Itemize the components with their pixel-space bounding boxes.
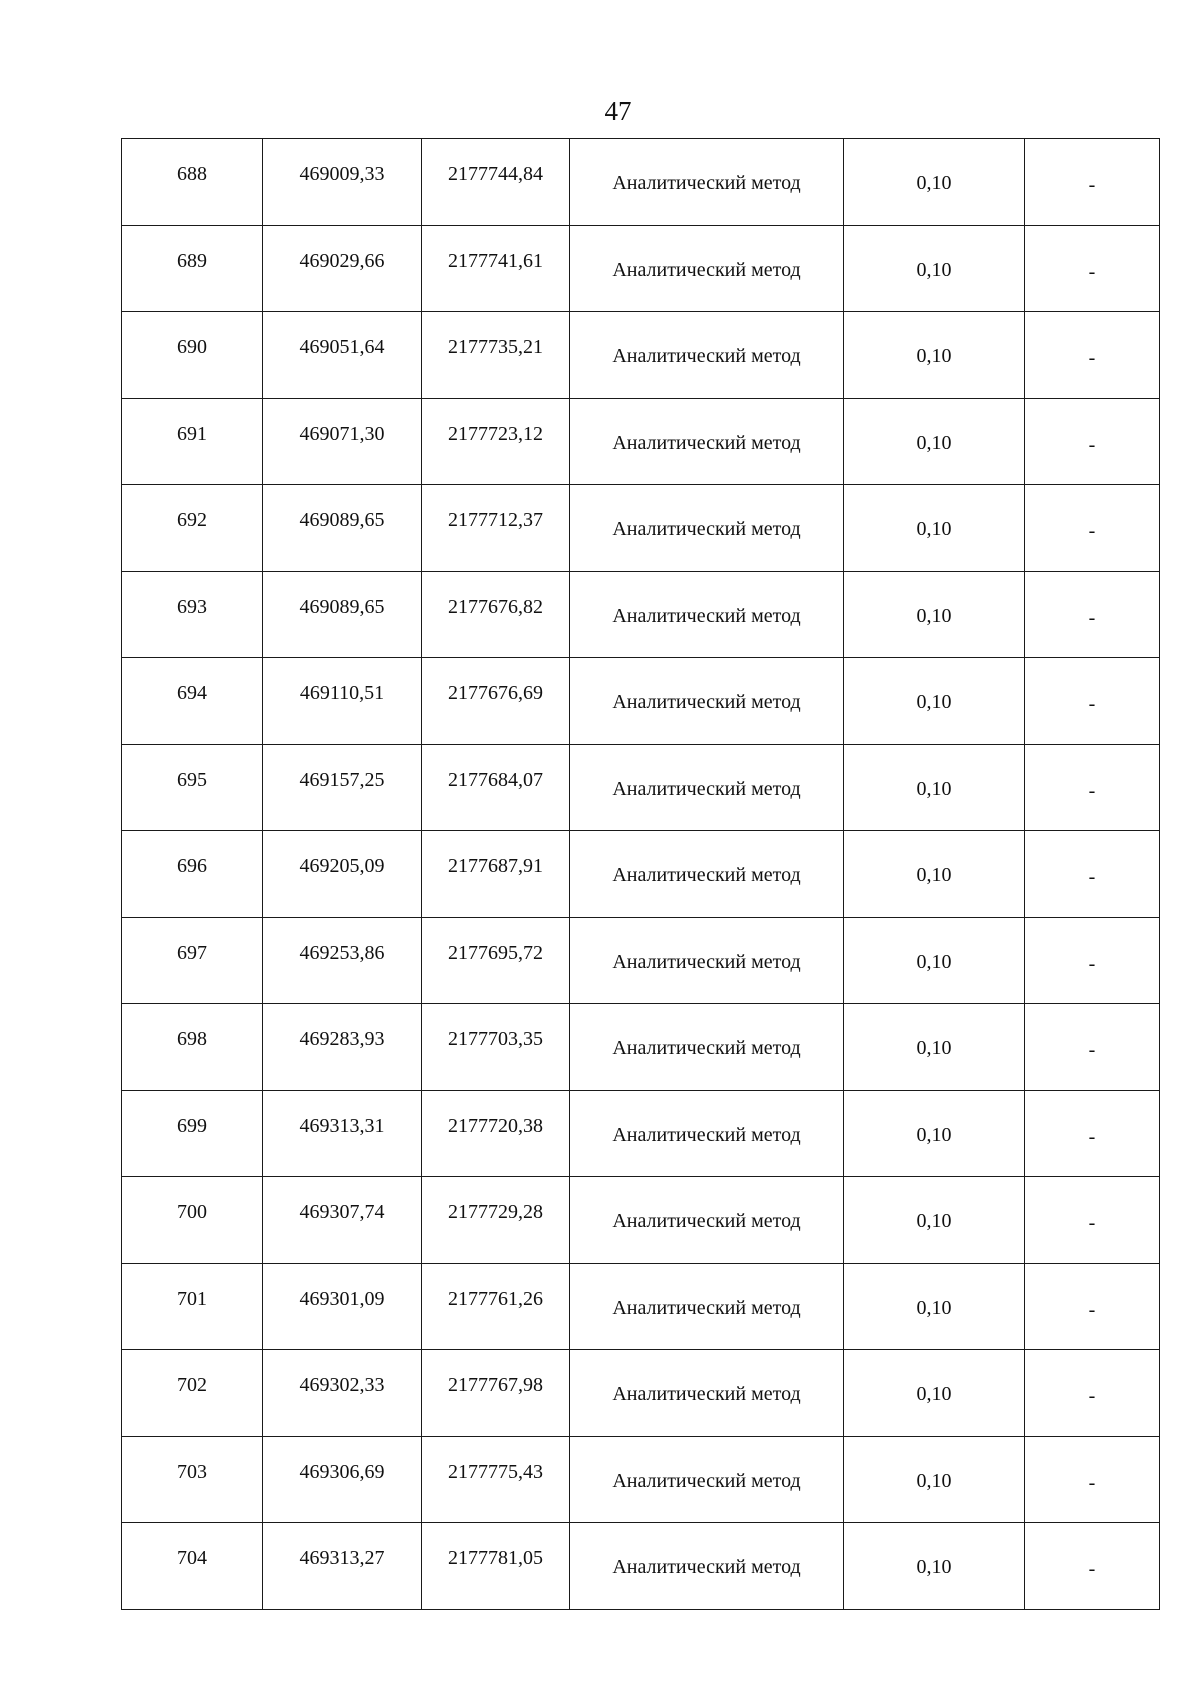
accuracy-cell-text: 0,10 xyxy=(916,604,952,627)
accuracy-cell xyxy=(844,831,1025,918)
y-coordinate-cell-text: 2177761,26 xyxy=(448,1287,543,1310)
extra-cell xyxy=(1025,917,1160,1004)
point-number-cell xyxy=(122,398,263,485)
extra-cell xyxy=(1025,1523,1160,1610)
point-number-cell xyxy=(122,1177,263,1264)
accuracy-cell xyxy=(844,658,1025,745)
table-row xyxy=(122,1004,1160,1091)
y-coordinate-cell xyxy=(422,485,570,572)
method-cell-text: Аналитический метод xyxy=(612,258,801,281)
method-cell xyxy=(570,1523,844,1610)
y-coordinate-cell-text: 2177744,84 xyxy=(448,163,543,186)
y-coordinate-cell xyxy=(422,744,570,831)
accuracy-cell xyxy=(844,139,1025,226)
y-coordinate-cell xyxy=(422,1523,570,1610)
method-cell xyxy=(570,831,844,918)
y-coordinate-cell-text: 2177741,61 xyxy=(448,249,543,272)
point-number-cell-text: 694 xyxy=(177,682,207,705)
y-coordinate-cell-text: 2177703,35 xyxy=(448,1028,543,1051)
y-coordinate-cell-text: 2177723,12 xyxy=(448,422,543,445)
point-number-cell-text: 695 xyxy=(177,768,207,791)
page-number: 47 xyxy=(604,96,632,126)
extra-cell xyxy=(1025,1350,1160,1437)
accuracy-cell-text: 0,10 xyxy=(916,172,952,195)
table-row xyxy=(122,917,1160,1004)
x-coordinate-cell xyxy=(263,1004,422,1091)
accuracy-cell xyxy=(844,312,1025,399)
accuracy-cell-text: 0,10 xyxy=(916,518,952,541)
method-cell xyxy=(570,225,844,312)
accuracy-cell xyxy=(844,485,1025,572)
method-cell xyxy=(570,1177,844,1264)
accuracy-cell xyxy=(844,1523,1025,1610)
accuracy-cell xyxy=(844,571,1025,658)
extra-cell-text: - xyxy=(1088,952,1096,975)
extra-cell xyxy=(1025,1090,1160,1177)
method-cell-text: Аналитический метод xyxy=(612,1123,801,1146)
method-cell-text: Аналитический метод xyxy=(612,172,801,195)
method-cell-text: Аналитический метод xyxy=(612,431,801,454)
point-number-cell xyxy=(122,658,263,745)
method-cell xyxy=(570,312,844,399)
table-row xyxy=(122,571,1160,658)
coordinates-table xyxy=(121,138,1160,1610)
extra-cell-text: - xyxy=(1088,1471,1096,1494)
table-row xyxy=(122,831,1160,918)
point-number-cell xyxy=(122,917,263,1004)
x-coordinate-cell-text: 469157,25 xyxy=(299,768,385,791)
y-coordinate-cell-text: 2177676,69 xyxy=(448,682,543,705)
y-coordinate-cell-text: 2177695,72 xyxy=(448,941,543,964)
method-cell-text: Аналитический метод xyxy=(612,1469,801,1492)
accuracy-cell xyxy=(844,1090,1025,1177)
y-coordinate-cell xyxy=(422,831,570,918)
x-coordinate-cell-text: 469253,86 xyxy=(299,941,385,964)
point-number-cell-text: 701 xyxy=(177,1287,207,1310)
method-cell-text: Аналитический метод xyxy=(612,604,801,627)
x-coordinate-cell xyxy=(263,1090,422,1177)
extra-cell-text: - xyxy=(1088,520,1096,543)
y-coordinate-cell-text: 2177767,98 xyxy=(448,1374,543,1397)
extra-cell-text: - xyxy=(1088,1125,1096,1148)
x-coordinate-cell xyxy=(263,831,422,918)
table-row xyxy=(122,312,1160,399)
accuracy-cell-text: 0,10 xyxy=(916,1556,952,1579)
accuracy-cell xyxy=(844,1263,1025,1350)
method-cell-text: Аналитический метод xyxy=(612,691,801,714)
x-coordinate-cell-text: 469306,69 xyxy=(299,1460,385,1483)
method-cell-text: Аналитический метод xyxy=(612,345,801,368)
extra-cell xyxy=(1025,1263,1160,1350)
x-coordinate-cell xyxy=(263,658,422,745)
y-coordinate-cell xyxy=(422,1177,570,1264)
y-coordinate-cell xyxy=(422,1436,570,1523)
method-cell xyxy=(570,917,844,1004)
point-number-cell-text: 696 xyxy=(177,855,207,878)
y-coordinate-cell-text: 2177775,43 xyxy=(448,1460,543,1483)
extra-cell-text: - xyxy=(1088,606,1096,629)
y-coordinate-cell-text: 2177676,82 xyxy=(448,595,543,618)
x-coordinate-cell-text: 469089,65 xyxy=(299,509,385,532)
y-coordinate-cell-text: 2177687,91 xyxy=(448,855,543,878)
x-coordinate-cell xyxy=(263,1350,422,1437)
extra-cell xyxy=(1025,744,1160,831)
x-coordinate-cell-text: 469029,66 xyxy=(299,249,385,272)
method-cell xyxy=(570,1263,844,1350)
extra-cell-text: - xyxy=(1088,1039,1096,1062)
method-cell-text: Аналитический метод xyxy=(612,1210,801,1233)
point-number-cell xyxy=(122,831,263,918)
x-coordinate-cell xyxy=(263,225,422,312)
y-coordinate-cell xyxy=(422,1263,570,1350)
x-coordinate-cell xyxy=(263,1263,422,1350)
accuracy-cell-text: 0,10 xyxy=(916,864,952,887)
point-number-cell-text: 700 xyxy=(177,1201,207,1224)
accuracy-cell-text: 0,10 xyxy=(916,431,952,454)
point-number-cell xyxy=(122,485,263,572)
extra-cell-text: - xyxy=(1088,693,1096,716)
extra-cell-text: - xyxy=(1088,1212,1096,1235)
table-row xyxy=(122,225,1160,312)
accuracy-cell xyxy=(844,1004,1025,1091)
x-coordinate-cell xyxy=(263,1177,422,1264)
y-coordinate-cell xyxy=(422,1004,570,1091)
x-coordinate-cell-text: 469009,33 xyxy=(299,163,385,186)
x-coordinate-cell-text: 469301,09 xyxy=(299,1287,385,1310)
accuracy-cell-text: 0,10 xyxy=(916,345,952,368)
method-cell-text: Аналитический метод xyxy=(612,1383,801,1406)
x-coordinate-cell xyxy=(263,312,422,399)
point-number-cell-text: 702 xyxy=(177,1374,207,1397)
extra-cell-text: - xyxy=(1088,1558,1096,1581)
point-number-cell xyxy=(122,225,263,312)
method-cell xyxy=(570,1436,844,1523)
point-number-cell-text: 691 xyxy=(177,422,207,445)
point-number-cell xyxy=(122,1263,263,1350)
point-number-cell-text: 704 xyxy=(177,1547,207,1570)
x-coordinate-cell xyxy=(263,1523,422,1610)
point-number-cell xyxy=(122,1004,263,1091)
x-coordinate-cell-text: 469307,74 xyxy=(299,1201,385,1224)
accuracy-cell-text: 0,10 xyxy=(916,950,952,973)
point-number-cell xyxy=(122,139,263,226)
extra-cell-text: - xyxy=(1088,174,1096,197)
x-coordinate-cell xyxy=(263,485,422,572)
accuracy-cell-text: 0,10 xyxy=(916,691,952,714)
table-row xyxy=(122,398,1160,485)
extra-cell-text: - xyxy=(1088,1385,1096,1408)
method-cell xyxy=(570,658,844,745)
x-coordinate-cell xyxy=(263,917,422,1004)
extra-cell xyxy=(1025,485,1160,572)
x-coordinate-cell xyxy=(263,744,422,831)
method-cell xyxy=(570,1090,844,1177)
y-coordinate-cell xyxy=(422,312,570,399)
method-cell xyxy=(570,485,844,572)
table-row xyxy=(122,658,1160,745)
accuracy-cell-text: 0,10 xyxy=(916,1383,952,1406)
x-coordinate-cell-text: 469302,33 xyxy=(299,1374,385,1397)
y-coordinate-cell-text: 2177781,05 xyxy=(448,1547,543,1570)
point-number-cell xyxy=(122,571,263,658)
method-cell-text: Аналитический метод xyxy=(612,864,801,887)
y-coordinate-cell xyxy=(422,1350,570,1437)
method-cell xyxy=(570,1004,844,1091)
accuracy-cell xyxy=(844,917,1025,1004)
table-row xyxy=(122,1436,1160,1523)
extra-cell-text: - xyxy=(1088,779,1096,802)
extra-cell-text: - xyxy=(1088,866,1096,889)
extra-cell xyxy=(1025,398,1160,485)
method-cell-text: Аналитический метод xyxy=(612,1037,801,1060)
method-cell xyxy=(570,139,844,226)
extra-cell xyxy=(1025,312,1160,399)
method-cell xyxy=(570,571,844,658)
method-cell-text: Аналитический метод xyxy=(612,518,801,541)
method-cell xyxy=(570,398,844,485)
extra-cell xyxy=(1025,225,1160,312)
accuracy-cell-text: 0,10 xyxy=(916,1210,952,1233)
x-coordinate-cell-text: 469089,65 xyxy=(299,595,385,618)
x-coordinate-cell-text: 469071,30 xyxy=(299,422,385,445)
x-coordinate-cell xyxy=(263,571,422,658)
point-number-cell-text: 703 xyxy=(177,1460,207,1483)
x-coordinate-cell xyxy=(263,1436,422,1523)
y-coordinate-cell xyxy=(422,398,570,485)
method-cell-text: Аналитический метод xyxy=(612,777,801,800)
extra-cell xyxy=(1025,658,1160,745)
point-number-cell xyxy=(122,744,263,831)
y-coordinate-cell xyxy=(422,917,570,1004)
method-cell xyxy=(570,744,844,831)
accuracy-cell-text: 0,10 xyxy=(916,1469,952,1492)
extra-cell-text: - xyxy=(1088,260,1096,283)
extra-cell xyxy=(1025,1177,1160,1264)
y-coordinate-cell xyxy=(422,139,570,226)
coordinates-table-body xyxy=(122,139,1160,1610)
table-row xyxy=(122,1523,1160,1610)
method-cell-text: Аналитический метод xyxy=(612,1296,801,1319)
accuracy-cell xyxy=(844,744,1025,831)
extra-cell-text: - xyxy=(1088,1298,1096,1321)
point-number-cell-text: 697 xyxy=(177,941,207,964)
x-coordinate-cell-text: 469051,64 xyxy=(299,336,385,359)
extra-cell xyxy=(1025,1004,1160,1091)
y-coordinate-cell xyxy=(422,225,570,312)
method-cell-text: Аналитический метод xyxy=(612,950,801,973)
accuracy-cell xyxy=(844,1350,1025,1437)
accuracy-cell-text: 0,10 xyxy=(916,1296,952,1319)
x-coordinate-cell-text: 469110,51 xyxy=(299,682,385,705)
point-number-cell-text: 690 xyxy=(177,336,207,359)
table-row xyxy=(122,485,1160,572)
point-number-cell xyxy=(122,312,263,399)
accuracy-cell xyxy=(844,398,1025,485)
accuracy-cell-text: 0,10 xyxy=(916,258,952,281)
y-coordinate-cell-text: 2177712,37 xyxy=(448,509,543,532)
point-number-cell-text: 693 xyxy=(177,595,207,618)
accuracy-cell xyxy=(844,225,1025,312)
y-coordinate-cell-text: 2177735,21 xyxy=(448,336,543,359)
x-coordinate-cell xyxy=(263,139,422,226)
x-coordinate-cell-text: 469313,31 xyxy=(299,1114,385,1137)
table-row xyxy=(122,1350,1160,1437)
point-number-cell xyxy=(122,1090,263,1177)
table-row xyxy=(122,1177,1160,1264)
y-coordinate-cell xyxy=(422,658,570,745)
x-coordinate-cell-text: 469283,93 xyxy=(299,1028,385,1051)
y-coordinate-cell-text: 2177684,07 xyxy=(448,768,543,791)
point-number-cell-text: 692 xyxy=(177,509,207,532)
point-number-cell-text: 689 xyxy=(177,249,207,272)
extra-cell xyxy=(1025,1436,1160,1523)
extra-cell-text: - xyxy=(1088,347,1096,370)
method-cell xyxy=(570,1350,844,1437)
extra-cell-text: - xyxy=(1088,433,1096,456)
extra-cell xyxy=(1025,139,1160,226)
extra-cell xyxy=(1025,571,1160,658)
point-number-cell-text: 698 xyxy=(177,1028,207,1051)
table-row xyxy=(122,139,1160,226)
y-coordinate-cell xyxy=(422,1090,570,1177)
table-row xyxy=(122,744,1160,831)
y-coordinate-cell xyxy=(422,571,570,658)
accuracy-cell-text: 0,10 xyxy=(916,1037,952,1060)
accuracy-cell-text: 0,10 xyxy=(916,777,952,800)
point-number-cell-text: 688 xyxy=(177,163,207,186)
point-number-cell xyxy=(122,1350,263,1437)
y-coordinate-cell-text: 2177720,38 xyxy=(448,1114,543,1137)
table-row xyxy=(122,1090,1160,1177)
x-coordinate-cell xyxy=(263,398,422,485)
x-coordinate-cell-text: 469205,09 xyxy=(299,855,385,878)
point-number-cell-text: 699 xyxy=(177,1114,207,1137)
accuracy-cell xyxy=(844,1177,1025,1264)
accuracy-cell-text: 0,10 xyxy=(916,1123,952,1146)
method-cell-text: Аналитический метод xyxy=(612,1556,801,1579)
accuracy-cell xyxy=(844,1436,1025,1523)
point-number-cell xyxy=(122,1523,263,1610)
extra-cell xyxy=(1025,831,1160,918)
x-coordinate-cell-text: 469313,27 xyxy=(299,1547,385,1570)
y-coordinate-cell-text: 2177729,28 xyxy=(448,1201,543,1224)
table-row xyxy=(122,1263,1160,1350)
point-number-cell xyxy=(122,1436,263,1523)
